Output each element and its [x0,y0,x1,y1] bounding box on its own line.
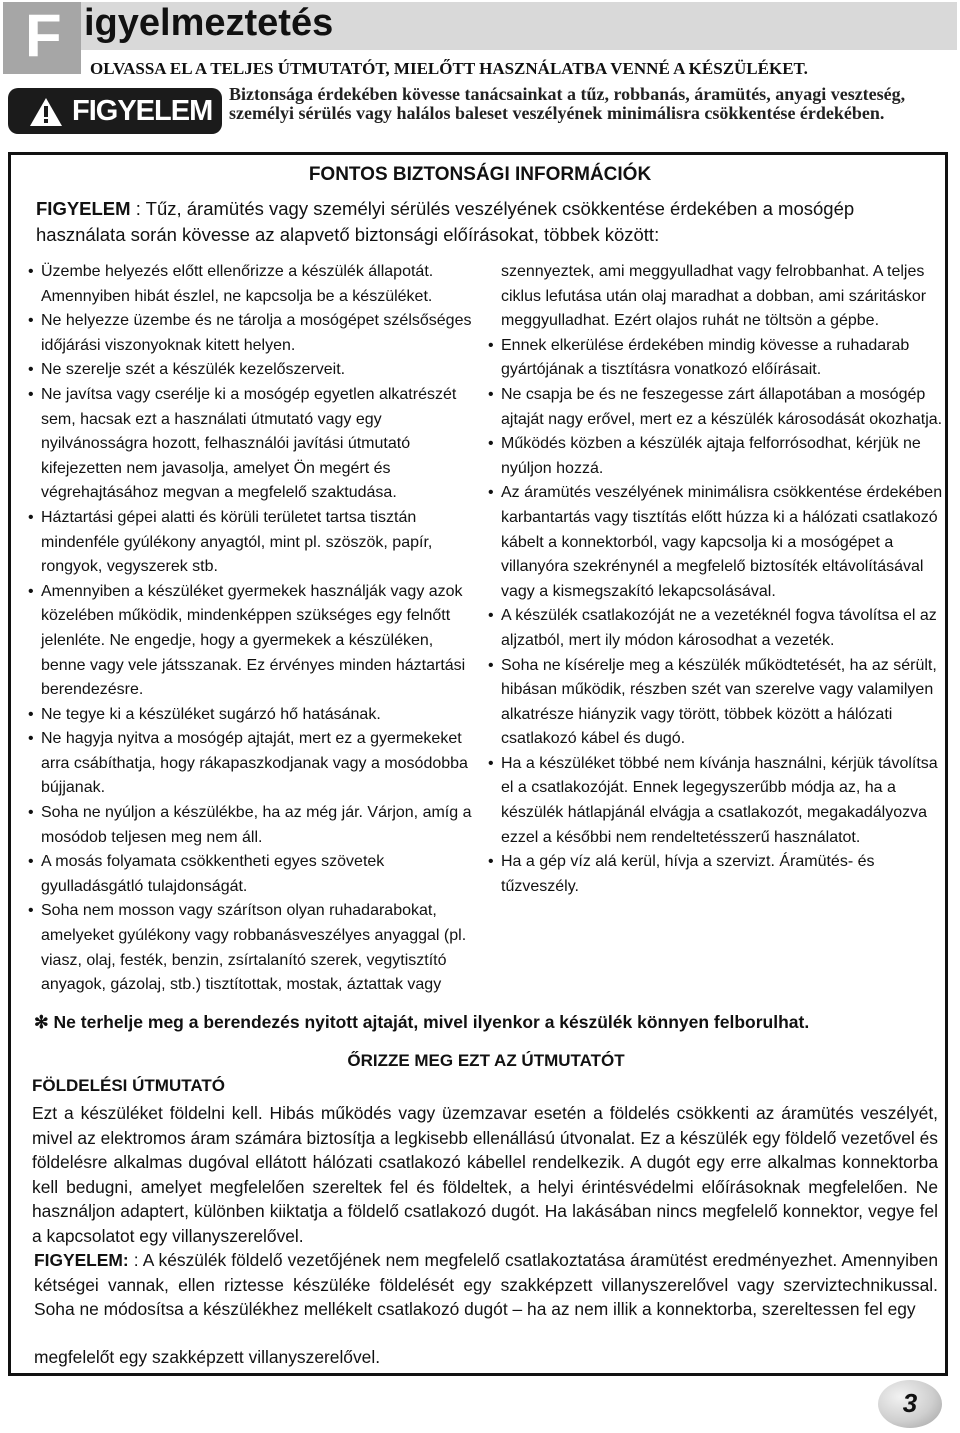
asterisk-icon: ✻ [34,1012,49,1032]
list-item-continuation: szennyeztek, ami meggyulladhat vagy felrobbanhat. A teljes ciklus lefutása után olaj maradhat a dobban, ami száritáskor meggyulladhat. Ezért olajos ruhát ne töltsön a gépbe. [501,263,927,330]
safety-intro [36,196,936,248]
earthing-body: Ezt a készüléket földelni kell. Hibás működés vagy üzemzavar esetén a földelés csökkenti az áramütés veszélyét, mivel az elektromos áram számára biztosítja a legkisebb ellenállású útvonalat. Ez a készülék egy földelő vezetővel és földelésre alkalmas dugóval ellátott hálózati csatlakozó kábellel rendelkezik. A dugót egy erre alkalmas konnektorba kell bedugni, amelyet megfelelően szereltek fel és földeltek, a helyi érintésvédelmi előírásoknak megfelelően. Ne használjon adaptert, különben kiiktatja a földelő csatlakozó dugót. Ha lakásában nincs megfelelő konnektor, vegye fel a kapcsolatot egy villanyszerelővel. [32,1103,938,1246]
warning-badge [8,88,222,134]
safety-intro-label: FIGYELEM [36,198,131,219]
list-item: • Ne csapja be és ne feszegesse zárt állapotában a mosógép ajtaját nagy erővel, mert ez a készülék károsodását okozhatja. [488,383,943,432]
bullet-icon: • [28,385,34,403]
safety-list-right [488,260,943,899]
list-item: • Ha a gép víz alá kerül, hívja a szervizt. Áramütés- és tűzveszély. [488,850,943,899]
bullet-icon: • [28,902,34,920]
bullet-icon: • [28,361,34,379]
list-item: • Ha a készüléket többé nem kívánja használni, kérjük távolítsa el a csatlakozóját. Ennek legegyszerűbb módja az, ha a készülék hátlapjánál elvágja a csatlakozót, megakadályozva ezzel a későbbi nem rendeltetésszerű használatot. [488,752,943,850]
header-initial-letter: F [25,2,62,69]
earthing-warning [34,1248,938,1322]
list-item: • Soha nem mosson vagy szárítson olyan ruhadarabokat, amelyeket gyúlékony vagy robbanásveszélyes anyaggal (pl. viasz, olaj, festék, benzin, zsírtalanító szerek, vegytisztító anyagok, gázolaj, stb.) tisztítottak, mostak, áztattak vagy [28,899,478,997]
list-item: • Ennek elkerülése érdekében mindig kövesse a ruhadarab gyártójának a tisztításra vonatkozó előírásait. [488,334,943,383]
bullet-icon: • [28,705,34,723]
bullet-icon: • [488,435,494,453]
bullet-icon: • [28,853,34,871]
warning-label: FIGYELEM [72,95,213,127]
list-item: • Amennyiben a készüléket gyermekek használják vagy azok közelében működik, mindenképpen szükséges egy felnőtt jelenléte. Ne engedje, hogy a gyermekek a készüléken, benne vagy vele játsszanak. Ez érvényes minden háztartási berendezésre. [28,580,478,703]
list-item: • Soha ne nyúljon a készülékbe, ha az még jár. Várjon, amíg a mosódob teljesen meg nem áll. [28,801,478,850]
bullet-icon: • [28,312,34,330]
bullet-icon: • [28,730,34,748]
list-item: • Ne helyezze üzembe és ne tárolja a mosógépet szélsőséges időjárási viszonyoknak kitett helyen. [28,309,478,358]
header-initial-box [3,2,81,74]
list-item: • Üzembe helyezés előtt ellenőrizze a készülék állapotát. Amennyiben hibát észlel, ne kapcsolja be a készüléket. [28,260,478,309]
warning-text: Biztonsága érdekében kövesse tanácsainkat a tűz, robbanás, áramütés, anyagi veszteség, személyi sérülés vagy halálos baleset veszélyének minimálisra csökkentése érdekében. [229,84,906,123]
keep-manual-notice: ŐRIZZE MEG EZT AZ ÚTMUTATÓT [347,1051,625,1070]
bullet-icon: • [28,508,34,526]
warning-triangle-icon [28,96,64,128]
bullet-icon: • [28,804,34,822]
safety-box-title: FONTOS BIZTONSÁGI INFORMÁCIÓK [308,164,652,185]
list-item: • Soha ne kísérelje meg a készülék működtetését, ha az sérült, hibásan működik, részben szét van szerelve vagy valamilyen alkatrésze hiányzik vagy törött, többek között a hálózati csatlakozó kábel és dugó. [488,654,943,752]
earthing-title: FÖLDELÉSI ÚTMUTATÓ [32,1076,225,1095]
page-title: igyelmeztetés [84,2,334,44]
list-item: • Ne tegye ki a készüléket sugárzó hő hatásának. [28,703,478,728]
earthing-warning-text: : A készülék földelő vezetőjének nem megfelelő csatlakoztatása áramütést eredményezhet. Amennyiben kétségei vannak, ellen riztesse készüléke földelését egy szakképzett villanyszerelővel vagy szerviztechnikussal. Soha ne módosítsa a készülékhez mellékelt csatlakozó dugót – ha az nem illik a konnektorba, szereltessen fel egy [34,1250,938,1320]
bullet-icon: • [488,484,494,502]
page-subtitle: OLVASSA EL A TELJES ÚTMUTATÓT, MIELŐTT HASZNÁLATBA VENNÉ A KÉSZÜLÉKET. [90,59,808,78]
page-number-badge [878,1380,942,1428]
bullet-icon: • [488,607,494,625]
list-item: • Működés közben a készülék ajtaja felforrósodhat, kérjük ne nyúljon hozzá. [488,432,943,481]
earthing-warning-label: FIGYELEM: [34,1250,129,1270]
bullet-icon: • [28,582,34,600]
list-item: • Háztartási gépei alatti és körüli területet tartsa tisztán mindenféle gyúlékony anyagtól, mint pl. szöszök, papír, rongyok, vegyszerek stb. [28,506,478,580]
bullet-icon: • [488,853,494,871]
bullet-icon: • [28,263,34,280]
safety-intro-text: : Tűz, áramütés vagy személyi sérülés veszélyének csökkentése érdekében a mosógép használata során kövesse az alapvető biztonsági előírásokat, többek között: [36,198,855,245]
list-item: • Ne szerelje szét a készülék kezelőszerveit. [28,358,478,383]
safety-list-left [28,260,478,998]
door-load-note: ✻ Ne terhelje meg a berendezés nyitott ajtaját, mivel ilyenkor a készülék könnyen felborulhat. [34,1012,810,1032]
page-number: 3 [902,1388,918,1418]
bullet-icon: • [488,754,494,772]
bullet-icon: • [488,336,494,354]
earthing-tail: megfelelőt egy szakképzett villanyszerelővel. [34,1347,381,1367]
list-item: • Az áramütés veszélyének minimálisra csökkentése érdekében karbantartás vagy tisztítás előtt húzza ki a hálózati csatlakozó kábelt a konnektorból, vagy kapcsolja ki a mosógépet a villanyóra szekrénynél a megfelelő biztosíték eltávolításával vagy a kismegszakító lekapcsolásával. [488,481,943,604]
list-item: • A mosás folyamata csökkentheti egyes szövetek gyulladásgátló tulajdonságát. [28,850,478,899]
bullet-icon: • [488,385,494,403]
list-item: • Ne javítsa vagy cserélje ki a mosógép egyetlen alkatrészét sem, hacsak ezt a használati útmutató vagy egy nyilvánosságra hozott, felhasználói javítási útmutató kifejezetten nem javasolja, amelyet Ön megért és végrehajtásához megvan a megfelelő szaktudása. [28,383,478,506]
list-item: • Ne hagyja nyitva a mosógép ajtaját, mert ez a gyermekeket arra csábíthatja, hogy rákapaszkodjanak vagy a mosódobba bújjanak. [28,727,478,801]
bullet-icon: • [488,656,494,674]
list-item: • A készülék csatlakozóját ne a vezetéknél fogva távolítsa el az aljzatból, mert ily módon károsodhat a vezeték. [488,604,943,653]
